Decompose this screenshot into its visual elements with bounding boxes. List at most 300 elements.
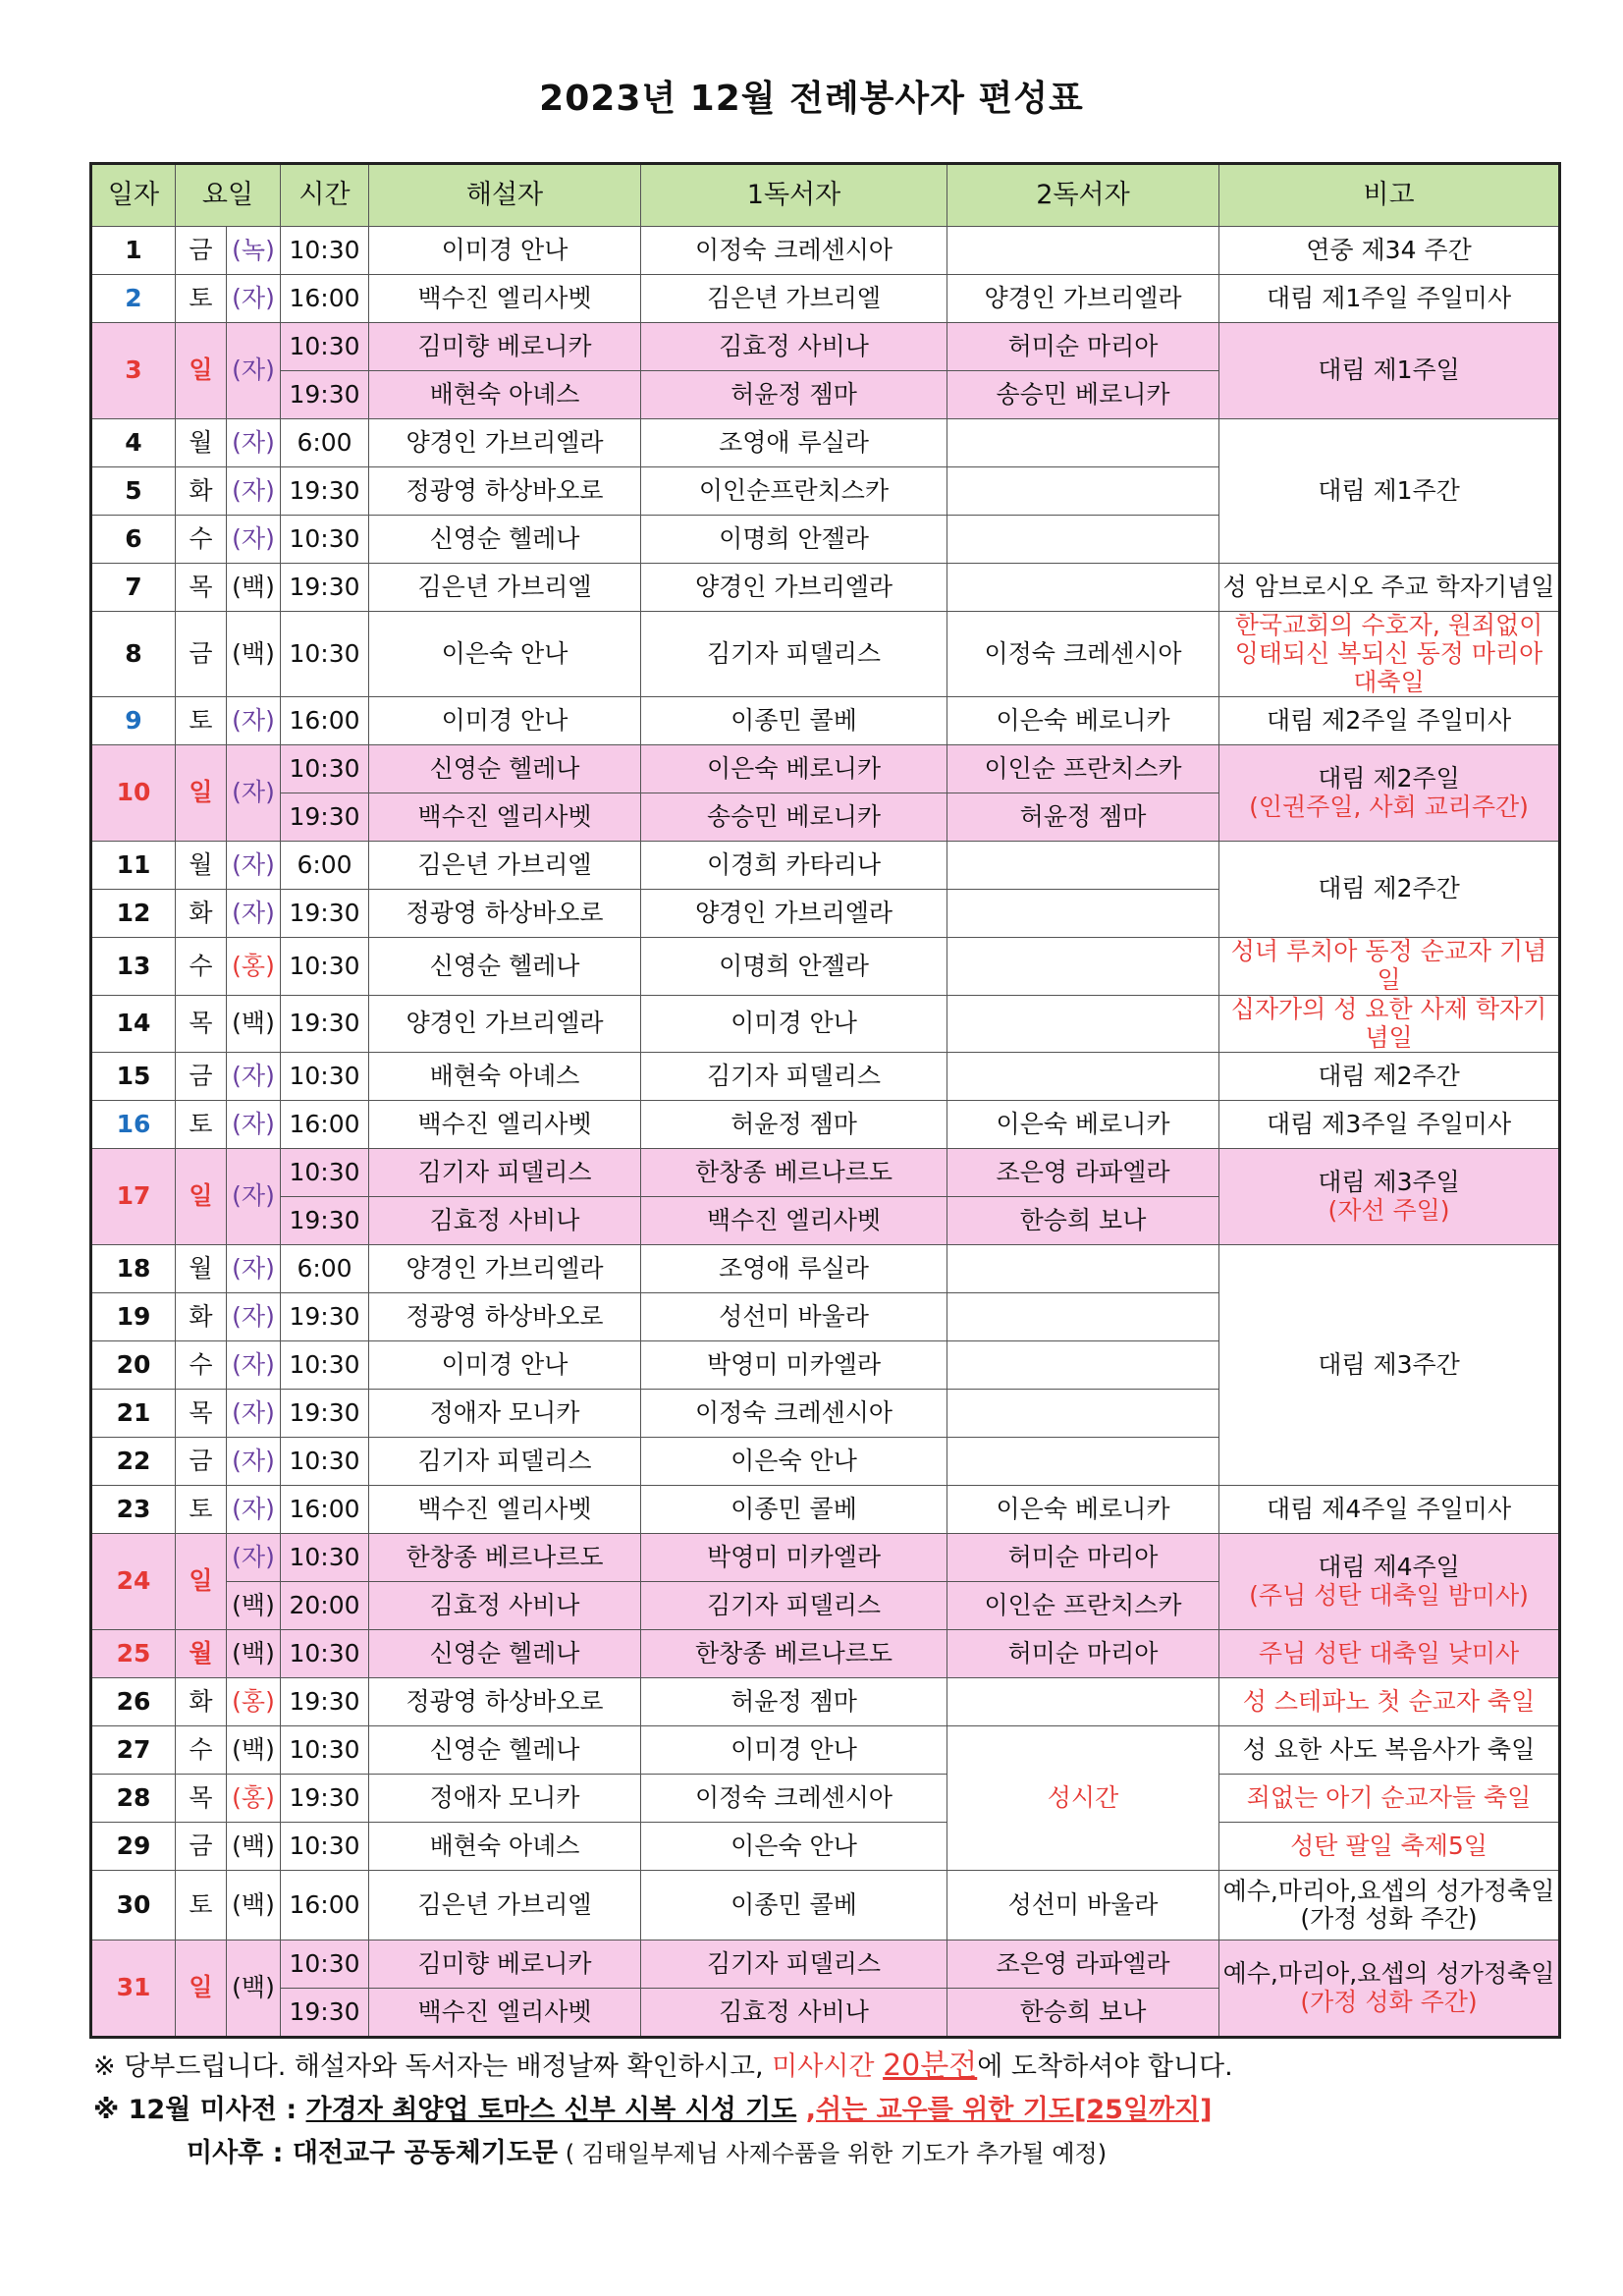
- note-cell: 성 스테파노 첫 순교자 축일: [1219, 1678, 1560, 1726]
- liturgical-color-cell: (자): [227, 1534, 281, 1582]
- reader1-cell: 김기자 피델리스: [641, 1582, 947, 1630]
- table-row: [91, 1775, 1560, 1823]
- reader2-cell: 성선미 바울라: [947, 1871, 1219, 1941]
- commentator-cell: 백수진 엘리사벳: [369, 275, 641, 323]
- reader1-cell: 박영미 미카엘라: [641, 1341, 947, 1390]
- reader1-cell: 이종민 콜베: [641, 1486, 947, 1534]
- reader2-cell: 한승희 보나: [947, 1989, 1219, 2038]
- reader1-cell: 한창종 베르나르도: [641, 1630, 947, 1678]
- note-cell: 성탄 팔일 축제5일: [1219, 1823, 1560, 1871]
- table-row: [91, 995, 1560, 1053]
- commentator-cell: 백수진 엘리사벳: [369, 793, 641, 842]
- date-cell: 9: [91, 697, 176, 745]
- reader1-cell: 허윤정 젬마: [641, 1101, 947, 1149]
- time-cell: 20:00: [281, 1582, 369, 1630]
- liturgical-color-cell: (자): [227, 890, 281, 938]
- table-row: [91, 1630, 1560, 1678]
- reader2-cell: 한승희 보나: [947, 1197, 1219, 1245]
- date-cell: 31: [91, 1941, 176, 2038]
- table-row: [91, 1245, 1560, 1293]
- commentator-cell: 김은년 가브리엘: [369, 842, 641, 890]
- note-cell: 주님 성탄 대축일 낮미사: [1219, 1630, 1560, 1678]
- date-cell: 7: [91, 564, 176, 612]
- commentator-cell: 김미향 베로니카: [369, 1941, 641, 1989]
- date-cell: 4: [91, 419, 176, 467]
- time-cell: 6:00: [281, 419, 369, 467]
- reader2-cell: [947, 890, 1219, 938]
- commentator-cell: 양경인 가브리엘라: [369, 419, 641, 467]
- note-cell: [1219, 1149, 1560, 1245]
- note-line-red: (가정 성화 주간): [1300, 1987, 1478, 2016]
- reader2-cell: [947, 1245, 1219, 1293]
- note-line: 대림 제3주일: [1318, 1168, 1460, 1196]
- header-date: 일자: [91, 164, 176, 227]
- reader1-cell: 이미경 안나: [641, 995, 947, 1053]
- reader1-cell: 이은숙 베로니카: [641, 745, 947, 793]
- reader1-cell: 이종민 콜베: [641, 1871, 947, 1941]
- reader1-cell: 백수진 엘리사벳: [641, 1197, 947, 1245]
- time-cell: 16:00: [281, 1101, 369, 1149]
- commentator-cell: 배현숙 아녜스: [369, 1823, 641, 1871]
- reader1-cell: 한창종 베르나르도: [641, 1149, 947, 1197]
- reader2-cell: [947, 842, 1219, 890]
- note-cell: [1219, 1941, 1560, 2038]
- footer-prayer: 가경자 최양업 토마스 신부 시복 시성 기도: [305, 2095, 797, 2125]
- header-row: [91, 164, 1560, 227]
- time-cell: 10:30: [281, 1726, 369, 1775]
- reader1-cell: 성선미 바울라: [641, 1293, 947, 1341]
- reader2-cell: 허미순 마리아: [947, 323, 1219, 371]
- table-row: [91, 697, 1560, 745]
- date-cell: 10: [91, 745, 176, 842]
- liturgical-color-cell: (백): [227, 564, 281, 612]
- time-cell: 10:30: [281, 516, 369, 564]
- time-cell: 10:30: [281, 323, 369, 371]
- table-row: [91, 612, 1560, 697]
- table-row: [91, 1053, 1560, 1101]
- date-cell: 12: [91, 890, 176, 938]
- commentator-cell: 한창종 베르나르도: [369, 1534, 641, 1582]
- reader2-cell: 양경인 가브리엘라: [947, 275, 1219, 323]
- table-row: [91, 842, 1560, 890]
- liturgical-color-cell: (자): [227, 323, 281, 419]
- note-cell: 대림 제1주일 주일미사: [1219, 275, 1560, 323]
- reader2-cell: [947, 1438, 1219, 1486]
- time-cell: 10:30: [281, 1053, 369, 1101]
- liturgical-color-cell: (백): [227, 1582, 281, 1630]
- date-cell: 27: [91, 1726, 176, 1775]
- commentator-cell: 백수진 엘리사벳: [369, 1989, 641, 2038]
- footer-text: ※ 당부드립니다. 해설자와 독서자는 배정날짜 확인하시고,: [93, 2051, 773, 2082]
- note-cell: 대림 제1주일: [1219, 323, 1560, 419]
- weekday-cell: 화: [176, 890, 227, 938]
- date-cell: 1: [91, 227, 176, 275]
- reader1-cell: 허윤정 젬마: [641, 1678, 947, 1726]
- reader2-cell: [947, 516, 1219, 564]
- weekday-cell: 월: [176, 1245, 227, 1293]
- note-cell: 십자가의 성 요한 사제 학자기념일: [1219, 995, 1560, 1053]
- commentator-cell: 김은년 가브리엘: [369, 564, 641, 612]
- commentator-cell: 이미경 안나: [369, 1341, 641, 1390]
- commentator-cell: 신영순 헬레나: [369, 938, 641, 996]
- commentator-cell: 백수진 엘리사벳: [369, 1101, 641, 1149]
- commentator-cell: 신영순 헬레나: [369, 745, 641, 793]
- commentator-cell: 김미향 베로니카: [369, 323, 641, 371]
- commentator-cell: 정광영 하상바오로: [369, 1293, 641, 1341]
- reader1-cell: 박영미 미카엘라: [641, 1534, 947, 1582]
- reader2-cell: 허윤정 젬마: [947, 793, 1219, 842]
- reader2-cell: [947, 938, 1219, 996]
- date-cell: 2: [91, 275, 176, 323]
- note-line: 예수,마리아,요셉의 성가정축일: [1222, 1959, 1555, 1988]
- footer-label: ※ 12월 미사전 :: [93, 2095, 306, 2125]
- reader1-cell: 이은숙 안나: [641, 1823, 947, 1871]
- date-cell: 17: [91, 1149, 176, 1245]
- liturgical-color-cell: (자): [227, 419, 281, 467]
- footer-separator: ,: [796, 2095, 817, 2125]
- time-cell: 10:30: [281, 745, 369, 793]
- date-cell: 19: [91, 1293, 176, 1341]
- reader2-cell: [947, 1341, 1219, 1390]
- table-row: [91, 938, 1560, 996]
- commentator-cell: 김효정 사비나: [369, 1197, 641, 1245]
- holy-hour-cell: 성시간: [947, 1726, 1219, 1871]
- time-cell: 10:30: [281, 612, 369, 697]
- liturgical-color-cell: (백): [227, 1630, 281, 1678]
- commentator-cell: 신영순 헬레나: [369, 516, 641, 564]
- time-cell: 10:30: [281, 1438, 369, 1486]
- weekday-cell: 월: [176, 419, 227, 467]
- commentator-cell: 김기자 피델리스: [369, 1438, 641, 1486]
- liturgical-color-cell: (백): [227, 1726, 281, 1775]
- note-cell: 연중 제34 주간: [1219, 227, 1560, 275]
- time-cell: 19:30: [281, 1390, 369, 1438]
- reader1-cell: 김효정 사비나: [641, 1989, 947, 2038]
- reader2-cell: 허미순 마리아: [947, 1534, 1219, 1582]
- commentator-cell: 배현숙 아녜스: [369, 371, 641, 419]
- reader1-cell: 양경인 가브리엘라: [641, 890, 947, 938]
- footer-text: 에 도착하셔야 합니다.: [977, 2051, 1233, 2082]
- reader2-cell: [947, 564, 1219, 612]
- time-cell: 10:30: [281, 1341, 369, 1390]
- reader1-cell: 이종민 콜베: [641, 697, 947, 745]
- date-cell: 28: [91, 1775, 176, 1823]
- reader2-cell: 송승민 베로니카: [947, 371, 1219, 419]
- date-cell: 8: [91, 612, 176, 697]
- weekday-cell: 일: [176, 1149, 227, 1245]
- weekday-cell: 금: [176, 227, 227, 275]
- reader2-cell: 이인순 프란치스카: [947, 1582, 1219, 1630]
- liturgical-color-cell: (자): [227, 1293, 281, 1341]
- date-cell: 22: [91, 1438, 176, 1486]
- date-cell: 6: [91, 516, 176, 564]
- table-row: [91, 1149, 1560, 1197]
- liturgical-color-cell: (자): [227, 1101, 281, 1149]
- note-line-red: (인권주일, 사회 교리주간): [1249, 792, 1529, 821]
- footer-red-text: 미사시간: [772, 2051, 884, 2082]
- commentator-cell: 정광영 하상바오로: [369, 890, 641, 938]
- note-cell: 대림 제3주일 주일미사: [1219, 1101, 1560, 1149]
- date-cell: 30: [91, 1871, 176, 1941]
- reader1-cell: 조영애 루실라: [641, 419, 947, 467]
- date-cell: 3: [91, 323, 176, 419]
- weekday-cell: 토: [176, 1101, 227, 1149]
- time-cell: 10:30: [281, 1630, 369, 1678]
- table-row: [91, 1101, 1560, 1149]
- liturgical-color-cell: (자): [227, 1245, 281, 1293]
- commentator-cell: 이은숙 안나: [369, 612, 641, 697]
- commentator-cell: 정애자 모니카: [369, 1390, 641, 1438]
- time-cell: 19:30: [281, 1775, 369, 1823]
- reader2-cell: 이은숙 베로니카: [947, 1101, 1219, 1149]
- time-cell: 16:00: [281, 697, 369, 745]
- time-cell: 16:00: [281, 1486, 369, 1534]
- time-cell: 10:30: [281, 938, 369, 996]
- reader2-cell: [947, 995, 1219, 1053]
- note-line-red: (자선 주일): [1327, 1195, 1450, 1225]
- note-cell: 한국교회의 수호자, 원죄없이 잉태되신 복되신 동정 마리아 대축일: [1219, 612, 1560, 697]
- weekday-cell: 일: [176, 745, 227, 842]
- time-cell: 10:30: [281, 227, 369, 275]
- weekday-cell: 화: [176, 1678, 227, 1726]
- liturgical-color-cell: (녹): [227, 227, 281, 275]
- time-cell: 16:00: [281, 275, 369, 323]
- time-cell: 19:30: [281, 564, 369, 612]
- note-cell: [1219, 745, 1560, 842]
- note-cell: 성 암브로시오 주교 학자기념일: [1219, 564, 1560, 612]
- liturgical-color-cell: (자): [227, 1053, 281, 1101]
- date-cell: 14: [91, 995, 176, 1053]
- note-line: (가정 성화 주간): [1300, 1904, 1478, 1934]
- weekday-cell: 수: [176, 1341, 227, 1390]
- page-title: 2023년 12월 전례봉사자 편성표: [539, 79, 1084, 119]
- date-cell: 20: [91, 1341, 176, 1390]
- table-row: [91, 275, 1560, 323]
- commentator-cell: 양경인 가브리엘라: [369, 995, 641, 1053]
- weekday-cell: 월: [176, 1630, 227, 1678]
- table-row: [91, 1534, 1560, 1582]
- liturgical-color-cell: (자): [227, 1149, 281, 1245]
- weekday-cell: 금: [176, 1053, 227, 1101]
- date-cell: 26: [91, 1678, 176, 1726]
- reader1-cell: 김기자 피델리스: [641, 612, 947, 697]
- liturgical-color-cell: (자): [227, 1486, 281, 1534]
- time-cell: 10:30: [281, 1149, 369, 1197]
- header-weekday: 요일: [176, 164, 281, 227]
- reader2-cell: 허미순 마리아: [947, 1630, 1219, 1678]
- liturgical-color-cell: (홍): [227, 1678, 281, 1726]
- liturgical-color-cell: (백): [227, 1941, 281, 2038]
- date-cell: 13: [91, 938, 176, 996]
- schedule-table: [89, 162, 1561, 2039]
- weekday-cell: 토: [176, 1871, 227, 1941]
- reader2-cell: 이정숙 크레센시아: [947, 612, 1219, 697]
- reader1-cell: 이정숙 크레센시아: [641, 1390, 947, 1438]
- liturgical-color-cell: (백): [227, 995, 281, 1053]
- reader2-cell: [947, 1390, 1219, 1438]
- weekday-cell: 목: [176, 1775, 227, 1823]
- weekday-cell: 금: [176, 612, 227, 697]
- footer-label: 미사후 : 대전교구 공동체기도문: [187, 2138, 559, 2168]
- commentator-cell: 양경인 가브리엘라: [369, 1245, 641, 1293]
- date-cell: 16: [91, 1101, 176, 1149]
- table-row: [91, 1871, 1560, 1941]
- note-cell: 대림 제2주일 주일미사: [1219, 697, 1560, 745]
- commentator-cell: 김은년 가브리엘: [369, 1871, 641, 1941]
- commentator-cell: 이미경 안나: [369, 227, 641, 275]
- liturgical-color-cell: (자): [227, 745, 281, 842]
- footer-red-emphasis: 20분전: [883, 2049, 978, 2083]
- time-cell: 19:30: [281, 1678, 369, 1726]
- note-cell: [1219, 1534, 1560, 1630]
- liturgical-color-cell: (자): [227, 275, 281, 323]
- reader1-cell: 이경희 카타리나: [641, 842, 947, 890]
- weekday-cell: 화: [176, 467, 227, 516]
- table-row: [91, 1678, 1560, 1726]
- table-row: [91, 564, 1560, 612]
- footer-prayer-red: 쉬는 교우를 위한 기도[25일까지]: [816, 2095, 1213, 2125]
- reader2-cell: 이인순 프란치스카: [947, 745, 1219, 793]
- weekday-cell: 토: [176, 1486, 227, 1534]
- date-cell: 5: [91, 467, 176, 516]
- liturgical-color-cell: (홍): [227, 1775, 281, 1823]
- note-cell: 성녀 루치아 동정 순교자 기념일: [1219, 938, 1560, 996]
- reader2-cell: 조은영 라파엘라: [947, 1149, 1219, 1197]
- liturgical-color-cell: (자): [227, 1438, 281, 1486]
- date-cell: 23: [91, 1486, 176, 1534]
- weekday-cell: 토: [176, 697, 227, 745]
- reader1-cell: 허윤정 젬마: [641, 371, 947, 419]
- weekday-cell: 토: [176, 275, 227, 323]
- date-cell: 21: [91, 1390, 176, 1438]
- liturgical-color-cell: (백): [227, 612, 281, 697]
- commentator-cell: 정애자 모니카: [369, 1775, 641, 1823]
- note-line-red: (주님 성탄 대축일 밤미사): [1249, 1580, 1529, 1610]
- note-cell: 대림 제2주간: [1219, 1053, 1560, 1101]
- commentator-cell: 정광영 하상바오로: [369, 467, 641, 516]
- date-cell: 25: [91, 1630, 176, 1678]
- liturgical-color-cell: (자): [227, 1341, 281, 1390]
- reader2-cell: 이은숙 베로니카: [947, 1486, 1219, 1534]
- reader1-cell: 이명희 안젤라: [641, 938, 947, 996]
- reader2-cell: [947, 1293, 1219, 1341]
- table-row: [91, 419, 1560, 467]
- date-cell: 29: [91, 1823, 176, 1871]
- date-cell: 18: [91, 1245, 176, 1293]
- header-commentator: 해설자: [369, 164, 641, 227]
- time-cell: 6:00: [281, 842, 369, 890]
- note-cell: 죄없는 아기 순교자들 축일: [1219, 1775, 1560, 1823]
- weekday-cell: 일: [176, 1534, 227, 1630]
- weekday-cell: 수: [176, 1726, 227, 1775]
- reader1-cell: 이명희 안젤라: [641, 516, 947, 564]
- liturgical-color-cell: (백): [227, 1871, 281, 1941]
- commentator-cell: 신영순 헬레나: [369, 1630, 641, 1678]
- footer-text: ( 김태일부제님 사제수품을 위한 기도가 추가될 예정): [558, 2140, 1108, 2167]
- reader2-cell: 조은영 라파엘라: [947, 1941, 1219, 1989]
- time-cell: 19:30: [281, 1989, 369, 2038]
- reader2-cell: [947, 419, 1219, 467]
- time-cell: 19:30: [281, 995, 369, 1053]
- weekday-cell: 화: [176, 1293, 227, 1341]
- table-row: [91, 1486, 1560, 1534]
- commentator-cell: 정광영 하상바오로: [369, 1678, 641, 1726]
- time-cell: 19:30: [281, 793, 369, 842]
- date-cell: 11: [91, 842, 176, 890]
- table-row: [91, 323, 1560, 371]
- note-cell: 대림 제4주일 주일미사: [1219, 1486, 1560, 1534]
- commentator-cell: 백수진 엘리사벳: [369, 1486, 641, 1534]
- note-line: 대림 제4주일: [1318, 1553, 1460, 1581]
- reader1-cell: 김기자 피델리스: [641, 1941, 947, 1989]
- reader2-cell: [947, 227, 1219, 275]
- reader1-cell: 이정숙 크레센시아: [641, 227, 947, 275]
- commentator-cell: 이미경 안나: [369, 697, 641, 745]
- table-row: [91, 227, 1560, 275]
- header-note: 비고: [1219, 164, 1560, 227]
- weekday-cell: 목: [176, 1390, 227, 1438]
- weekday-cell: 월: [176, 842, 227, 890]
- reader2-cell: [947, 1053, 1219, 1101]
- time-cell: 16:00: [281, 1871, 369, 1941]
- commentator-cell: 신영순 헬레나: [369, 1726, 641, 1775]
- footer-post-mass: [187, 2131, 1107, 2169]
- reader2-cell: [947, 1678, 1219, 1726]
- liturgical-color-cell: (자): [227, 842, 281, 890]
- time-cell: 19:30: [281, 1293, 369, 1341]
- note-cell: 성 요한 사도 복음사가 축일: [1219, 1726, 1560, 1775]
- liturgical-color-cell: (홍): [227, 938, 281, 996]
- weekday-cell: 수: [176, 938, 227, 996]
- reader1-cell: 이인순프란치스카: [641, 467, 947, 516]
- liturgical-color-cell: (자): [227, 467, 281, 516]
- time-cell: 10:30: [281, 1941, 369, 1989]
- header-time: 시간: [281, 164, 369, 227]
- table-row: [91, 1823, 1560, 1871]
- note-cell: 대림 제1주간: [1219, 419, 1560, 564]
- date-cell: 15: [91, 1053, 176, 1101]
- weekday-cell: 목: [176, 995, 227, 1053]
- reader1-cell: 김효정 사비나: [641, 323, 947, 371]
- weekday-cell: 목: [176, 564, 227, 612]
- note-cell: 대림 제3주간: [1219, 1245, 1560, 1486]
- reader2-cell: [947, 467, 1219, 516]
- commentator-cell: 김기자 피델리스: [369, 1149, 641, 1197]
- liturgical-color-cell: (자): [227, 1390, 281, 1438]
- liturgical-color-cell: (자): [227, 516, 281, 564]
- weekday-cell: 일: [176, 323, 227, 419]
- table-row: [91, 1941, 1560, 1989]
- reader1-cell: 양경인 가브리엘라: [641, 564, 947, 612]
- commentator-cell: 배현숙 아녜스: [369, 1053, 641, 1101]
- table-row: [91, 745, 1560, 793]
- reader1-cell: 이은숙 안나: [641, 1438, 947, 1486]
- note-line: 대림 제2주일: [1318, 764, 1460, 793]
- reader1-cell: 이정숙 크레센시아: [641, 1775, 947, 1823]
- reader1-cell: 이미경 안나: [641, 1726, 947, 1775]
- time-cell: 10:30: [281, 1823, 369, 1871]
- time-cell: 19:30: [281, 371, 369, 419]
- date-cell: 24: [91, 1534, 176, 1630]
- footer-notice: [93, 2041, 1233, 2084]
- note-line: 예수,마리아,요셉의 성가정축일: [1222, 1876, 1555, 1905]
- time-cell: 6:00: [281, 1245, 369, 1293]
- weekday-cell: 금: [176, 1823, 227, 1871]
- liturgical-color-cell: (자): [227, 697, 281, 745]
- reader2-cell: 이은숙 베로니카: [947, 697, 1219, 745]
- reader1-cell: 김기자 피델리스: [641, 1053, 947, 1101]
- header-reader2: 2독서자: [947, 164, 1219, 227]
